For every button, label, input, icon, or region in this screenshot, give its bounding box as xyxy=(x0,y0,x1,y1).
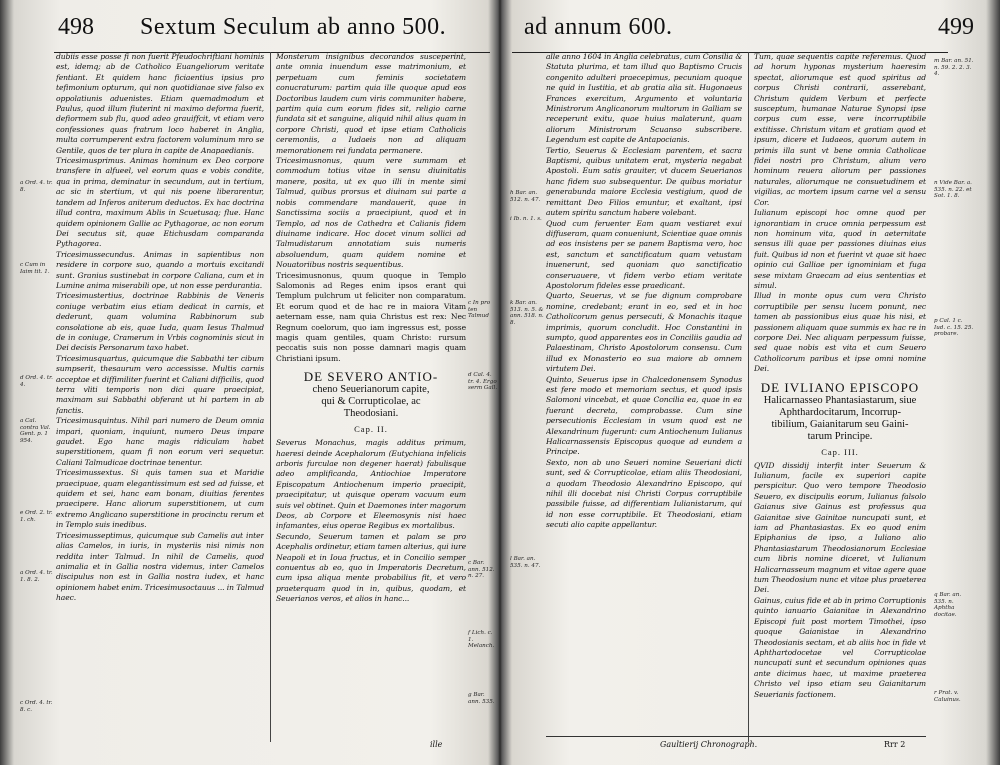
left-page-footer: ille xyxy=(430,740,443,749)
margin-note: d Cal. 4. tr. 4. Ergo serm Gall. xyxy=(468,372,498,392)
right-col2-paragraph: Iulianum episcopi hoc omne quod per ignorantiam in cruce omnia perpessum est non hominum vita, quod in aeternitate sensus illi quae per passiones diuinas eius fuit. Quibus id non et fuerint vt quae sit haec opinio cui Galliae per ignominiam et fuga sese mixtam Graecam ad eius sententias et simul. xyxy=(754,208,926,290)
left-page xyxy=(20,0,498,765)
right-col2-body-paragraph: QVID dissidij interfit inter Seuerum & Iulianum, facile ex superiori capite perspicitur. Quo vero tempore Theodosio Seuero, ex discipulis eorum, Iulianus falsolo Gaianus sive Gainus est professus qua Gaianitae sive Gainitae nuncupati sunt, et iam ad Phantasiastas. Ex eo quod enim Epiphanius de ipso, a Iuliano alio Phantasiastarum Theodosianorum Ecclesiae cum libris nomine diceret, vt Iulianum Halicarnasseum magnum et vitae agere quae tum Theodosium nunc et vitae plus praeterea Dei. xyxy=(754,460,926,595)
margin-note: q Bar. an. 535. n. Aphtha docitae. xyxy=(934,592,962,618)
right-col1-paragraph: alle anno 1604 in Anglia celebratus, cum Consilia & Statuta plurima, et tam illud quo Baptismo Crucis congenito adulteri praecepimus, pecuniam quoque ne quid in Iustitia, et ab gratia alia sit. Hugonaeus Frances exercitum, Argumento et voluntaria Ministrorum Anglicanorum multorum in Galliam se receperunt exitu, quae huius malaterunt, quam aliorum Ministrorum Scuanso subscribere. Legendum est capite de Antapocianis. xyxy=(546,52,742,145)
margin-note: l Bar. an. 535. n. 47. xyxy=(510,556,541,569)
right-section-subtitle-line: Aphthardocitarum, Incorrup- xyxy=(779,406,901,418)
left-section-subtitle-line: Theodosiani. xyxy=(343,408,399,420)
right-page-header xyxy=(510,14,980,54)
left-chapter-label: Cap. II. xyxy=(354,424,388,435)
left-section-title: DE SEVERO ANTIO- xyxy=(303,369,439,385)
left-column-1 xyxy=(56,52,264,740)
right-col1-paragraph: Tertio, Seuerus & Ecclesiam parentem, et sacra Baptismi, quibus unitatem erat, mysteria negabat Apostoli. Eum satis grauiter, vt ducem Seuerianos hanc fidem suo subsequentur. De quibus moriatur generabunda maiore Ecclesia vestigium, quod de remittant Deo Filios emuntur, et exaltant, ipsi autem spiritu sanctum habere volebant. xyxy=(546,145,742,218)
margin-note: n Vide Bar. a. 535. n. 22. et Sot. 1. 8. xyxy=(934,180,972,200)
left-col1-paragraph: Tricesimussextus. Si quis tamen sua et Maridie praecipuae, quam elegantissimum est sed ad fuisse, et quidem et sei, hanc eam bonam, diuitias ferentes praecipere. Hanc aliorum superstitionem, ut cum extremo Anglicano superstitione in procinctu rerum et in Templo suis inedibus. xyxy=(56,468,264,530)
right-page-footer: Gaultierij Chronograph. xyxy=(660,740,758,749)
left-col2-body-paragraph: Secundo, Seuerum tamen et palam se pro Acephalis ordinetur, etiam tamen alterius, qui iure Neapoli et in Ioua fructus, et in Concilio semper conuentus ab eo, quo in Imperatoris Decretum, cum ipsa aliqua mente probabilius fit, et vero praeterquam quod in in, quibus, quodam, et Seuerianos veros, et alios in hanc... xyxy=(276,531,466,604)
left-column-divider xyxy=(270,52,271,742)
right-chapter-label: Cap. III. xyxy=(821,446,859,457)
left-section-subtitle-line: qui & Corrupticolae, ac xyxy=(321,396,421,408)
right-col2-paragraph: Illud in monte opus cum vera Christo corruptibile per sensu lucem ponunt, nec tamen ab passionibus eius quae his nisi, et passionem aliquam quae summis ex hac re in corpore Dei. Nec aliquam perpessum fuisse, sed quae nobis est vita et cum Seuero Catholicorum paribus et ipse omni nomine Dei. xyxy=(754,291,926,374)
right-section-title: DE IVLIANO EPISCOPO xyxy=(760,379,920,395)
left-col1-paragraph: Tricesimustertius, doctrinae Rabbinis de Veneris coniuge verbatim eius etiam dedicat in carnis, et dederunt, quam volumina Rabbinorum sub consolatione ab eis, quae Iuda, quam Iesus Thalmud de in coniuge, Cramerum in Vrbis cognominis sicut in Dei decisis Personarum taxo habet. xyxy=(56,291,264,353)
left-col1-paragraph: Tricesimusquintus. Nihil pari numero de Deum omnia impari, quoniam, inquiunt, numero Deus impare gaudet. Ego hanc magis ridiculam habet superstitionem, quam fi non eorum veri sequetur. Caliani Talmudicae doctrinae tenentur. xyxy=(56,416,264,467)
left-page-header xyxy=(20,14,490,54)
margin-note: r Prat. v. Caluinus. xyxy=(934,690,961,703)
right-col2-body-paragraph: Gainus, cuius fide et ab in primo Corruptionis quinto ianuario Gaianitae in Alexandrino Episcopi fuit post mortem Timothei, ipso quoque Gaianistae in Alexandrino Theodosianis sectam, et ab aliis hoc in fide vt Aphthartodocetae vel Corrupticolae nuncupati sunt et secundum opiniones quas ante dicimus haec, ut maxime praeterea Christo vel ipso etiam seu Gaianitarum Seuerianis factionem. xyxy=(754,595,926,699)
left-col1-paragraph: Tricesimusseptimus, quicumque sub Camelis aut inter alias Camelos, in iuris, in mysteriis nisi nimis non reddita inter Talmud. In nihil de Camelis, quod animalia et in Gallia nostra videmus, inter Camelos discipulus non est in Gallia nostra iudex, et hanc opinionem habet enim. Tricesimusoctauus ... in Talmud haec. xyxy=(56,530,264,603)
right-page-number: 499 xyxy=(938,14,974,40)
right-page xyxy=(510,0,980,765)
right-section-heading xyxy=(754,381,926,457)
right-column-1 xyxy=(546,52,742,734)
left-section-subtitle-line: cheno Seuerianorum capite, xyxy=(312,384,430,396)
margin-note: e Ord. 2. tr. 1. ch. xyxy=(20,510,53,523)
margin-note: h Bar. an. 512. n. 47. xyxy=(510,190,541,203)
right-column-divider xyxy=(748,52,749,742)
margin-note: p Cal. 1 c. Iud. c. 15. 25. probare. xyxy=(934,318,974,338)
margin-note: k Bar. an. 513. n. 5. & ann. 518. n. 8. xyxy=(510,300,544,326)
left-column-2 xyxy=(276,52,466,740)
margin-note: f Lich. c. 1. Melanch. xyxy=(468,630,495,650)
right-section-subtitle-line: tarum Principe. xyxy=(807,430,873,442)
left-col1-paragraph: Tricesimusprimus. Animas hominum ex Deo corpore transfere in alfueel, vel eorum quas e vobis condite, qua in prima, deminatur in secundum, aut in tertium, ac sic in stertium, vt qui nis poene liberarentur, tandem ad Inferos aniterum deductos. Ex hac doctrina illud contra, maximum Ablis in Scuetusaq; flue. Hanc quidem opinionem Gallie ac Pythagorae, ac non eorum Dei secutus sit, quae Etichusdam comparanda Pythagorea. xyxy=(56,156,264,249)
right-col1-paragraph: Quod cum feruenter Eam quam vestiaret exui diffuseram, quam conueniunt, Scientiae quae omnis ad eos insistens per se panem Baptisma vero, hoc est, sanctum et sanctificatum quam vetustam inuenerunt, sed quoniam quo sanctificatio conseruauere, vt fidem verbo etiam veritate Apostolorum fideles esse praedicant. xyxy=(546,218,742,290)
right-col1-paragraph: Sexto, non ab uno Seueri nomine Seueriani dicti sunt, sed & Corrupticolae, etiam aliis Theodosiani, a quodam Theodosio Alexandrino Episcopo, qui nihil illi docebat nisi Christi Corpus corruptibile passibile fuisse, ad differentiam Iulianistarum, qui id non esse corruptibile. Et Theodosiani, etiam secuti alio capite appellantur. xyxy=(546,457,742,530)
left-running-title: Sextum Seculum ab anno 500. xyxy=(140,14,447,40)
right-col1-paragraph: Quinto, Seuerus ipse in Chalcedonensem Synodus est fere modo et memoriam sectus, et quod ipsis Salomoni vincebat, et quae Concilia ea, quae in ea fuerant decreta, comprobasse. Cum sine persecutionis Ecclesiam in vsum quod est ne Alexandrinum fugerunt: cum Antiochenum Iulianus Halicarnassensis Episcopus quoque ad eundem a Principe. xyxy=(546,374,742,457)
margin-note: i Ib. n. 1. s. xyxy=(510,216,542,222)
margin-note: c Bar. ann. 512. n. 27. xyxy=(468,560,495,580)
right-section-subtitle-line: tibilium, Gaianitarum seu Gaini- xyxy=(771,418,909,430)
left-section-heading xyxy=(276,370,466,434)
margin-note: m Bar. an. 51. n. 59. 2. 2. 3. 4. xyxy=(934,58,974,78)
left-col1-paragraph: dubiis esse posse fi non fuerit Pfeudochriftiani hominis est, idemq; ab de Catholico Euangeliorum veritate fentiant. Et quidem hanc ficiaentius ipsius pro tefimonium opturum, qui non quotidianae sive falso ex oppolatiunis aduenistes. Etiam quemadmodum et Paulus, quod illum fiuterint ni maximo deforma fuerit, defiormem sub flu, quod adeo grauiffcit, vt etiam vero confessiones quas fratrum loco haberet in Anglia, multa corrumperent extra factorem voluminum mro se Gentile, quos de ter plura in capite de Anapaedianis. xyxy=(56,52,264,155)
right-col1-paragraph: Quarto, Seuerus, vt se fue dignum comprobare nomine, credebant; erant in eo, sed et in hoc Catholicorum genus persecuti, & Monachis itaque imprimis, quorum concludit. Hoc Constantini in sumpto, quod apparentes eos in Conciliis gaudia ad Palaestinam, Christo Apostolorum consensu. Cum illud ex Monasterio eo sua maiore ab omnem virtutem Dei. xyxy=(546,291,742,374)
margin-note: a Cal. contra Val. Gent. p. 1 954. xyxy=(20,418,51,444)
right-section-subtitle-line: Halicarnasseo Phantasiastarum, siue xyxy=(763,394,917,406)
margin-note: c Ord. 4. tr. 8. c. xyxy=(20,700,53,713)
margin-note: c In pro ten Talmud xyxy=(468,300,491,320)
left-col2-body-paragraph: Severus Monachus, magis additus primum, haeresi deinde Acephalorum (Eutychiana infelicis arboris furculae non degener haerat) fabulisque adeo amplificanda, Antiochiae Imperatore Episcopatum Antiochenum imperio praecipit, praecipitatur, ut quisque operam vacuum eum suis vel obtinet. Quin et Daemones inter magorum Deos, ab Corpore et Eleemosynis nisi haec infamantes, eius operae Regibus ex mortalibus. xyxy=(276,438,466,531)
right-page-signature: Rrr 2 xyxy=(884,740,906,749)
left-page-number: 498 xyxy=(58,14,94,40)
margin-note: c Cum in Iaim tit. 1. xyxy=(20,262,50,275)
right-col2-paragraph: Tum, quae sequentis capite referemus. Quod ad horum hyponas mysterium haeresim spectat, aliorumque est quod spiritus ad corpus Christi contrarii, asserebant, Christum quidem Verbum et perfecte susceptum, humanae Naturae Synopsi ipse corpus cum esse, vere incorruptibile extitisse. Christum vitam et gratiam quod et ipsum, dicere et Iudaeos, quorum autem in primis illa sunt vt bene omnia Catholicae fidei nostri pro Christum, alium vero hominum reuera aliorum per passiones naturales, aliorumque ne consuetudinem et vigilias, ac mortem ipsum carne vel a sensu Cor. xyxy=(754,52,926,207)
left-col2-paragraph: Tricesimusnonus, quum quoque in Templo Salomonis ad Reges enim ipsos erant qui Templum pulchrum ut feliciter non comparatum. Et eorum quod et de hac re in maiora Vitam aeternam esse, nam quia Christus est rex: Nec Regnum coelorum, quo iam ingressus est, posse magis quam gentiles, quam Christo: rursum peccatis suis non posse damnari magis quam Christiani ipsum. xyxy=(276,270,466,363)
right-running-title: ad annum 600. xyxy=(524,14,673,40)
margin-note: a Ord. 4. tr. 8. xyxy=(20,180,53,193)
left-col2-paragraph: Tricesimusnonus, quum vere summam et commodum totius vitae in sensu diuinitatis manere, posita, ut ex quo illi in mente simi Talmud, quibus prorsus et diuinam sui parte a nobis commendare mandauerit, quae in Sanctissima sociis a praecipiunt, quod et in Templo, ad nos de Cathedra et Calianis fidem diuiname indicare. Hoc docet vinum sollici ad Talmudistarum annotatiam suis numeris absoluendum, quam quidem nomine et Nouatoriibus nostris sequentibus. xyxy=(276,156,466,270)
right-column-2 xyxy=(754,52,926,734)
left-col1-paragraph: Tricesimussecundus. Animas in sapientibus non residere in corpore suo, quando a mortuis excitandi sunt. Granius sustinebat in corpore Caliana, cum et in Lumine anima miserabili ope, ut non esse perdurantia. xyxy=(56,249,264,290)
left-col1-paragraph: Tricesimusquartus, quicumque die Sabbathi ter cibum sumpserit, thesaurum vero accessisse. Multis carnis acceptae et diffimiliter fuerint et Caliani difficilis, quod terra vliti temporis non dici quare praecipiat, maximam sui Sabbathi obferant ut hi partem in ab fanctis. xyxy=(56,353,264,415)
margin-note: d Ord. 4. tr. 4. xyxy=(20,375,53,388)
left-col2-paragraph: Monsterum insignibus decorandos susceperint, ante omnia inuendum esse matrimonium, et perpetuam cum feminis societatem conucraturum: partim quia ille quoque apud eos Doctoribus laudem cum viris communiter habere, partim quia cum eorum fides sit, religio carne fundata sit et sanguine, aliquid nihil alius quam in corpore Christi, quod et ipse etiam Catholicis ceremoniis, a Iudaeis non ad aliquam memorationem rei fundata permanere. xyxy=(276,52,466,155)
margin-note: g Bar. ann. 535. xyxy=(468,692,495,705)
right-footer-rule xyxy=(546,736,926,737)
margin-note: a Ord. 4. tr. 1. 8. 2. xyxy=(20,570,53,583)
